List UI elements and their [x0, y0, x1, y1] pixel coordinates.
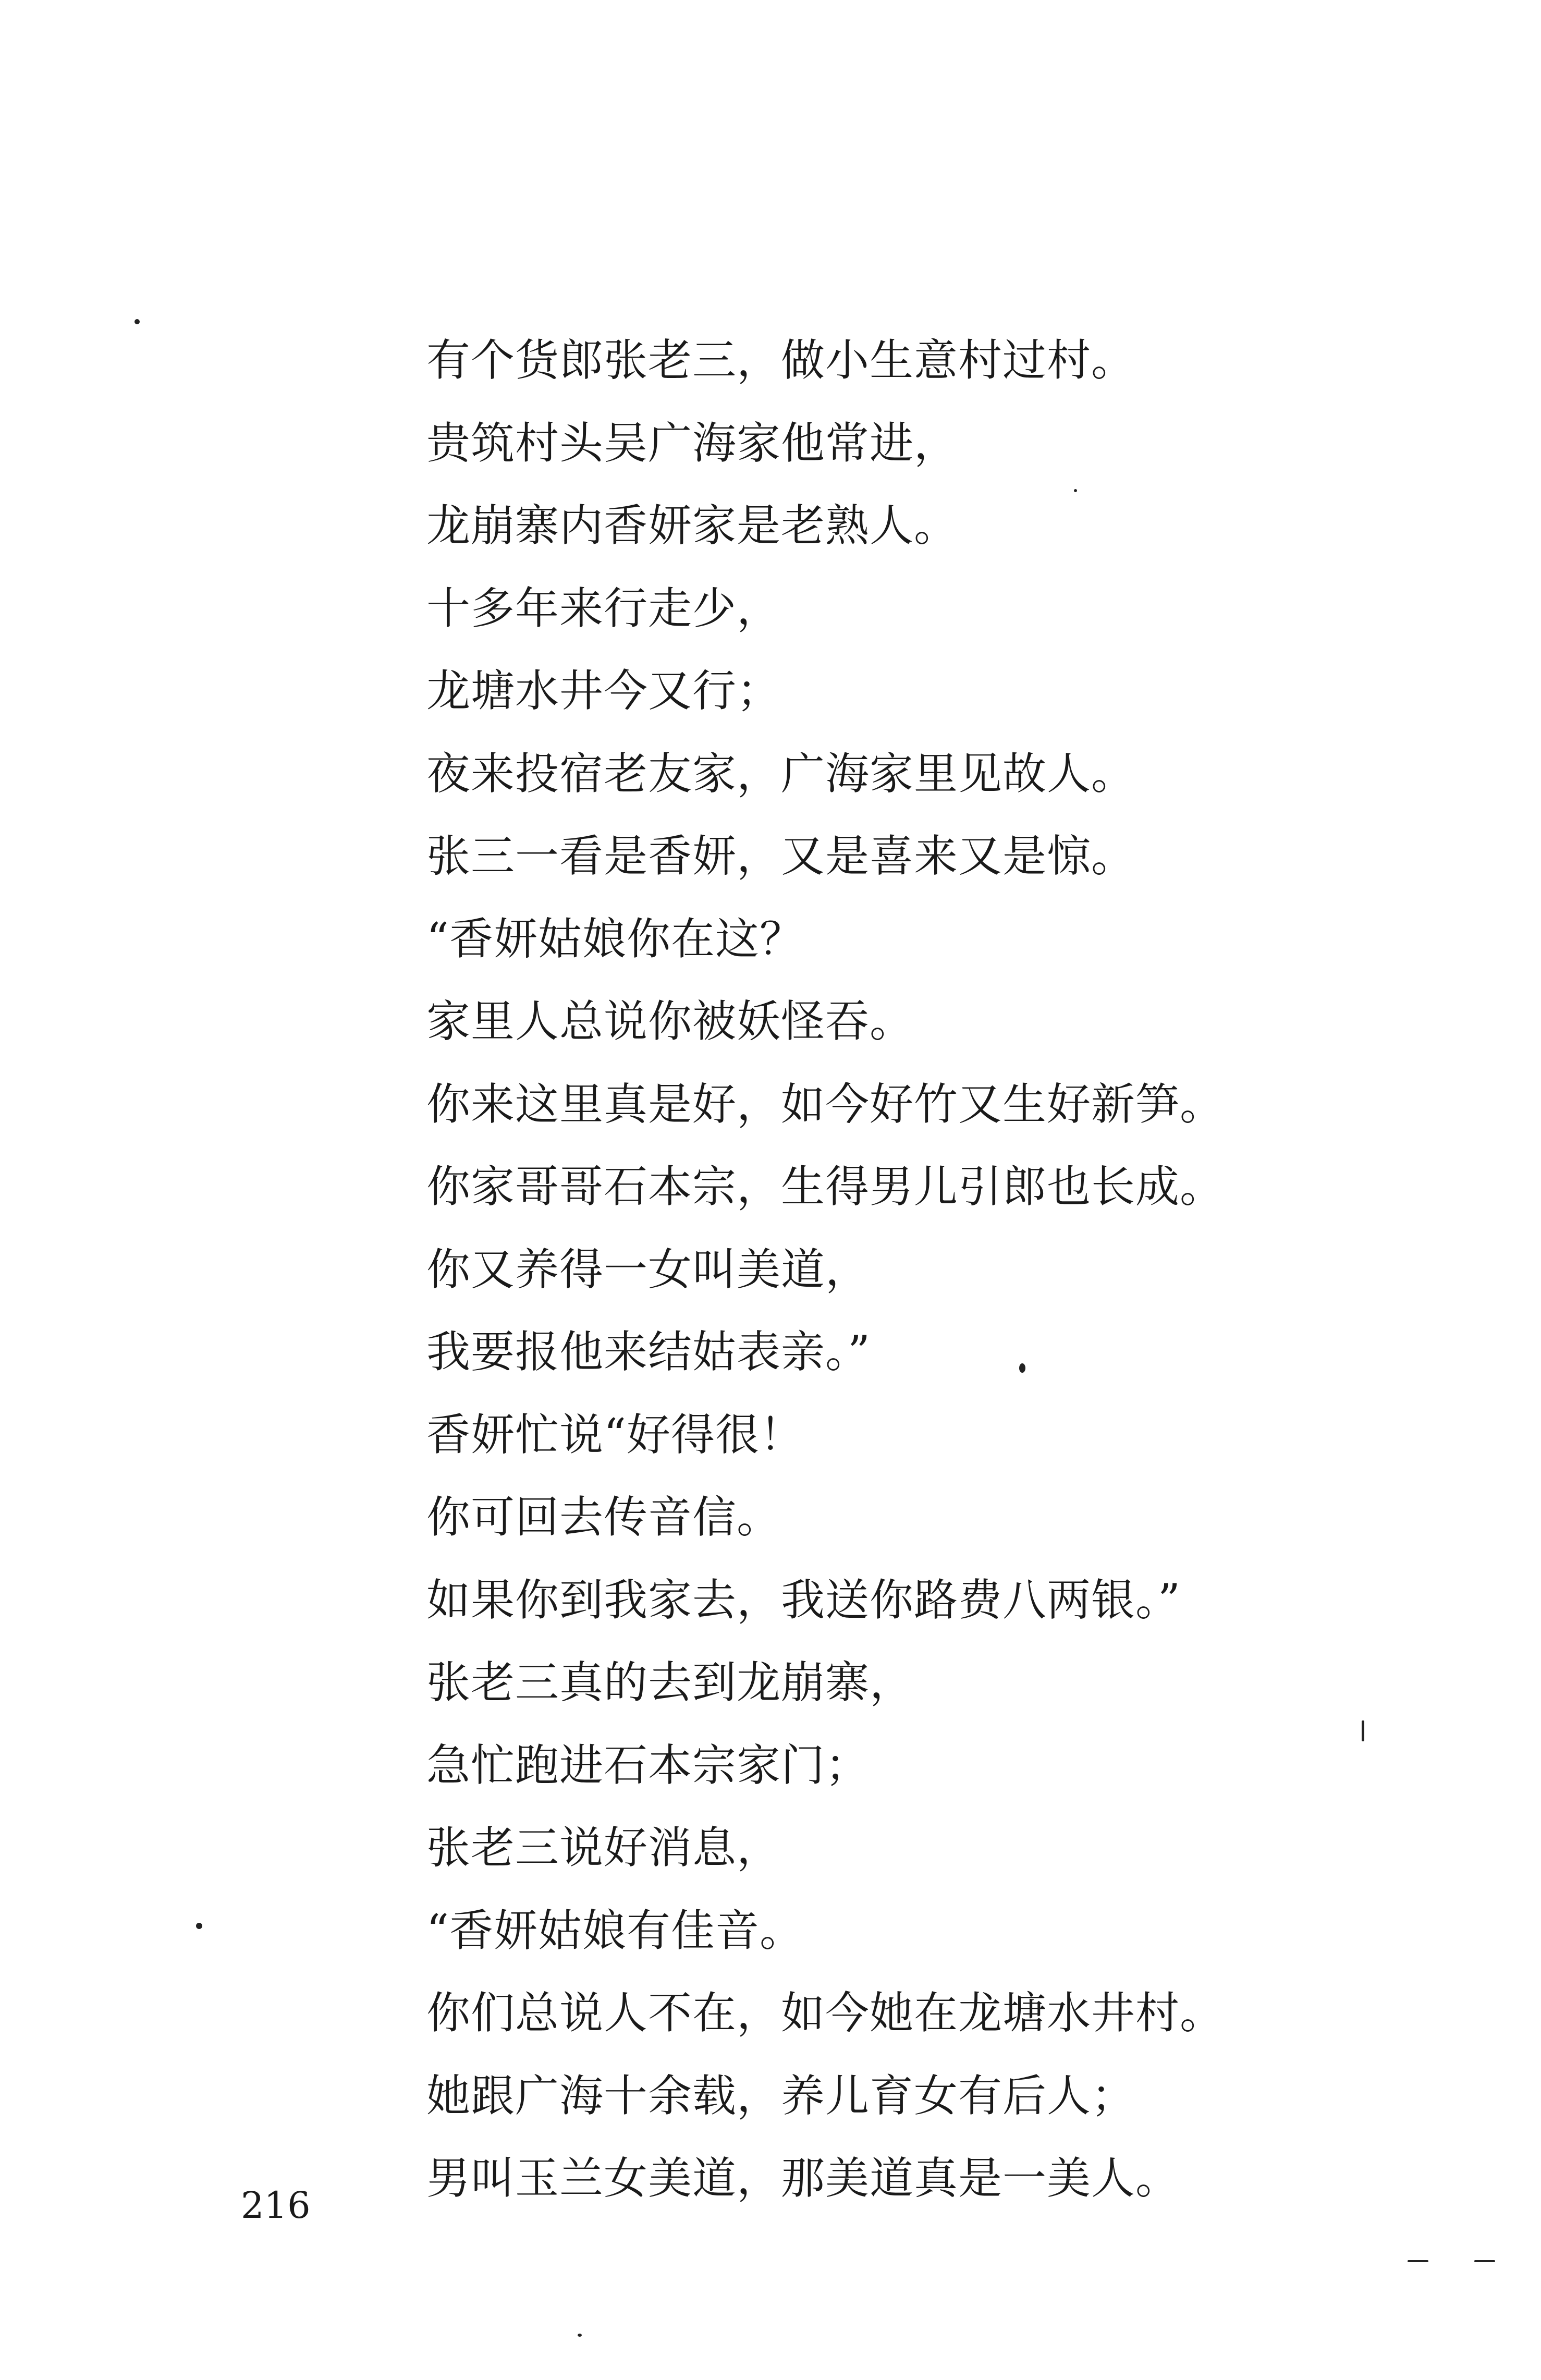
page-number: 216 [241, 2184, 311, 2227]
verse-line: 张老三说好消息， [426, 1822, 781, 1873]
verse-line: 张三一看是香妍，又是喜来又是惊。 [426, 831, 1136, 882]
verse-line: 我要报他来结姑表亲。” [426, 1326, 871, 1377]
verse-block [426, 319, 1313, 2220]
verse-line: 家里人总说你被妖怪吞。 [426, 996, 914, 1047]
verse-line: 你们总说人不在，如今她在龙塘水井村。 [426, 1987, 1225, 2039]
verse-line: 你来这里真是好，如今好竹又生好新笋。 [426, 1078, 1225, 1130]
verse-line: 龙塘水井今又行； [426, 665, 781, 716]
verse-line: 她跟广海十余载，养儿育女有后人； [426, 2070, 1136, 2121]
scan-speck [1019, 1363, 1025, 1373]
verse-line: “香妍姑娘你在这？ [426, 913, 804, 965]
scan-speck [1474, 2260, 1495, 2262]
scan-speck [578, 2334, 582, 2337]
verse-line: 贵筑村头吴广海家他常进， [426, 417, 959, 469]
verse-line: 香妍忙说“好得很！ [426, 1409, 804, 1460]
verse-line: 急忙跑进石本宗家门； [426, 1739, 870, 1791]
scan-speck [1362, 1720, 1364, 1741]
verse-line: 你家哥哥石本宗，生得男儿引郎也长成。 [426, 1161, 1225, 1212]
verse-line: 龙崩寨内香妍家是老熟人。 [426, 500, 959, 551]
verse-line: “香妍姑娘有佳音。 [426, 1905, 804, 1956]
verse-line: 十多年来行走少， [426, 582, 781, 634]
verse-line: 你又养得一女叫美道， [426, 1243, 870, 1295]
scan-speck [1074, 489, 1077, 492]
scan-speck [134, 319, 140, 324]
verse-line: 张老三真的去到龙崩寨， [426, 1657, 914, 1708]
scan-speck [1408, 2260, 1428, 2262]
verse-line: 如果你到我家去，我送你路费八两银。” [426, 1574, 1181, 1626]
verse-line: 你可回去传音信。 [426, 1492, 781, 1543]
verse-line: 男叫玉兰女美道，那美道真是一美人。 [426, 2153, 1180, 2204]
verse-line: 有个货郎张老三，做小生意村过村。 [426, 335, 1136, 386]
verse-line: 夜来投宿老友家，广海家里见故人。 [426, 748, 1136, 799]
scan-speck [196, 1923, 202, 1929]
